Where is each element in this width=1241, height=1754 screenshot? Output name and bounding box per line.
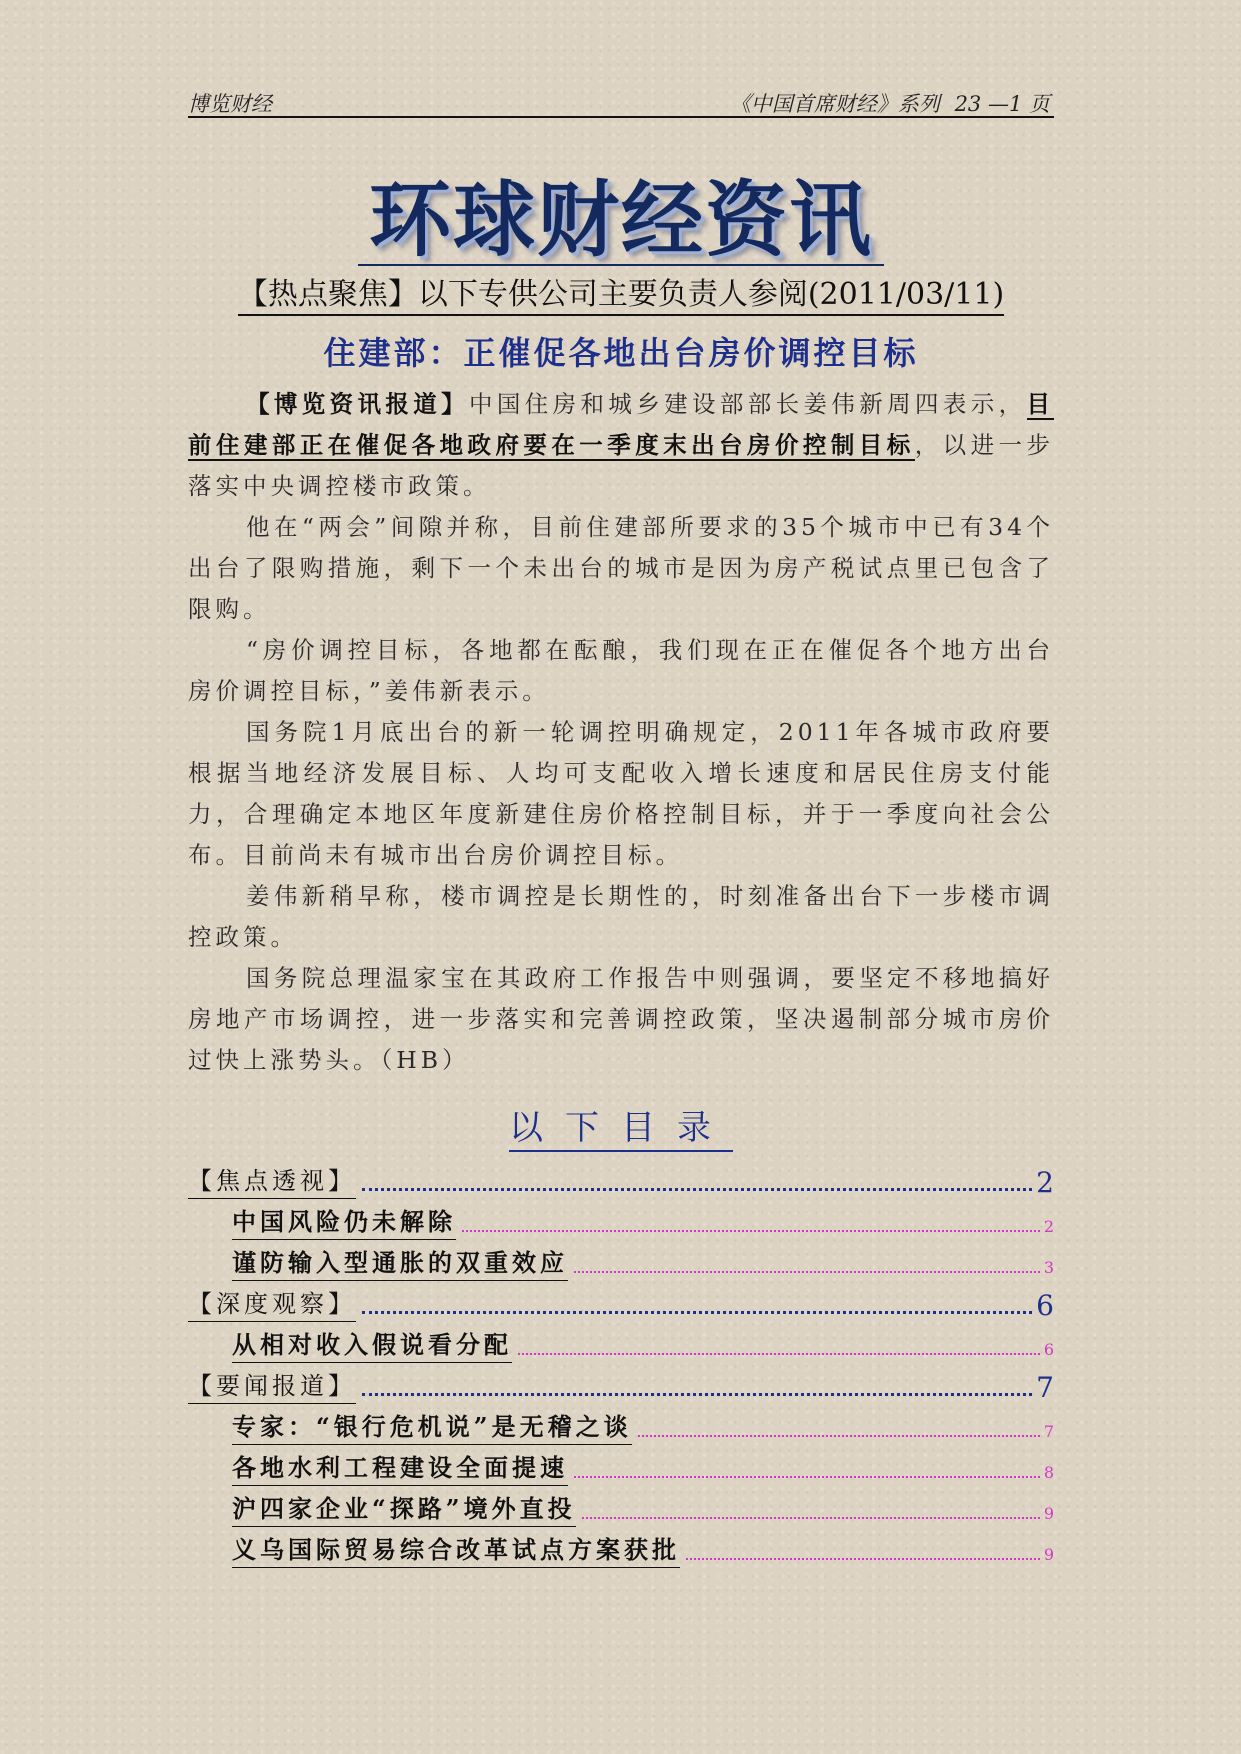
article-paragraph: 姜伟新稍早称，楼市调控是长期性的，时刻准备出台下一步楼市调控政策。 — [188, 882, 1054, 951]
toc-page-number: 7 — [1043, 1422, 1054, 1441]
toc-page-number: 6 — [1043, 1340, 1054, 1359]
toc-section-row[interactable] — [188, 1158, 1054, 1199]
toc-dot-leader — [362, 1186, 1032, 1191]
paragraph-text: ，以进一步落实中央调控楼市政策。 — [188, 431, 1055, 500]
toc-page-number: 7 — [1036, 1371, 1054, 1404]
toc-dot-leader — [574, 1269, 1040, 1273]
header-series-info — [722, 88, 1050, 118]
toc-section-label[interactable]: 【深度观察】 — [188, 1284, 356, 1322]
toc-entry-row[interactable] — [188, 1240, 1054, 1281]
header-publication: 博览财经 — [188, 92, 272, 116]
toc-heading-text: 以下目录 — [509, 1108, 733, 1152]
toc-entry-label[interactable]: 中国风险仍未解除 — [232, 1202, 456, 1240]
hotspot-notice — [188, 278, 1054, 311]
toc-page-number: 6 — [1036, 1289, 1054, 1322]
article-paragraph: 国务院1月底出台的新一轮调控明确规定，2011年各城市政府要根据当地经济发展目标、人均可支配收入增长速度和居民住房支付能力，合理确定本地区年度新建住房价格控制目标，并于一季度向社会公布。目前尚未有城市出台房价调控目标。 — [188, 718, 1054, 869]
toc-entry-label[interactable]: 各地水利工程建设全面提速 — [232, 1448, 568, 1486]
hotspot-notice-text: 【热点聚焦】以下专供公司主要负责人参阅(2011/03/11) — [238, 277, 1004, 316]
lead-tag: 【博览资讯报道】 — [246, 390, 469, 418]
toc-entry-label[interactable]: 义乌国际贸易综合改革试点方案获批 — [232, 1530, 680, 1568]
toc-dot-leader — [362, 1309, 1032, 1314]
toc-entry-row[interactable] — [188, 1486, 1054, 1527]
toc-dot-leader — [462, 1228, 1040, 1232]
toc-page-number: 9 — [1043, 1504, 1054, 1523]
article-paragraph: 国务院总理温家宝在其政府工作报告中则强调，要坚定不移地搞好房地产市场调控，进一步落实和完善调控政策，坚决遏制部分城市房价过快上涨势头。（HB） — [188, 964, 1054, 1074]
toc-entry-row[interactable] — [188, 1445, 1054, 1486]
toc-entry-row[interactable] — [188, 1527, 1054, 1568]
toc-entry-row[interactable] — [188, 1404, 1054, 1445]
toc-entry-label[interactable]: 沪四家企业“探路”境外直投 — [232, 1489, 576, 1527]
toc-section-label[interactable]: 【焦点透视】 — [188, 1161, 356, 1199]
page-header — [188, 86, 1054, 118]
toc-page-number: 8 — [1043, 1463, 1054, 1482]
toc-page-number: 2 — [1043, 1217, 1054, 1236]
toc-entry-row[interactable] — [188, 1322, 1054, 1363]
toc-entry-label[interactable]: 谨防输入型通胀的双重效应 — [232, 1243, 568, 1281]
article-body — [188, 384, 1054, 1081]
toc-dot-leader — [518, 1351, 1040, 1355]
toc-heading — [188, 1100, 1054, 1149]
toc-page-number: 9 — [1043, 1545, 1054, 1564]
article-title: 住建部：正催促各地出台房价调控目标 — [323, 334, 919, 372]
toc-section-row[interactable] — [188, 1363, 1054, 1404]
article-paragraph — [188, 384, 1054, 507]
toc-entry-label[interactable]: 从相对收入假说看分配 — [232, 1325, 512, 1363]
article-paragraph: “房价调控目标，各地都在酝酿，我们现在正在催促各个地方出台房价调控目标，”姜伟新表示。 — [188, 636, 1054, 705]
toc-entry-label[interactable]: 专家：“银行危机说”是无稽之谈 — [232, 1407, 632, 1445]
paragraph-text: 中国住房和城乡建设部部长姜伟新周四表示， — [469, 390, 1027, 418]
header-page-number: 23 —1 页 — [954, 92, 1050, 116]
document-page — [188, 0, 1054, 1754]
toc-entry-row[interactable] — [188, 1199, 1054, 1240]
toc-dot-leader — [686, 1556, 1040, 1560]
toc-dot-leader — [582, 1515, 1040, 1519]
highlighted-sentence: 目前住建部正在催促各地政府要在一季度末出台房价控制目标 — [188, 390, 1054, 459]
toc-page-number: 2 — [1036, 1166, 1054, 1199]
toc-section-row[interactable] — [188, 1281, 1054, 1322]
toc-section-label[interactable]: 【要闻报道】 — [188, 1366, 356, 1404]
toc-dot-leader — [362, 1391, 1032, 1396]
toc-dot-leader — [638, 1433, 1040, 1437]
article-paragraph: 他在“两会”间隙并称，目前住建部所要求的35个城市中已有34个出台了限购措施，剩下一个未出台的城市是因为房产税试点里已包含了限购。 — [188, 513, 1054, 623]
masthead-underline — [358, 264, 884, 266]
toc-page-number: 3 — [1043, 1258, 1054, 1277]
table-of-contents — [188, 1158, 1054, 1568]
toc-dot-leader — [574, 1474, 1040, 1478]
masthead-title: 环球财经资讯 — [368, 173, 873, 268]
header-series: 《中国首席财经》系列 — [729, 92, 940, 116]
